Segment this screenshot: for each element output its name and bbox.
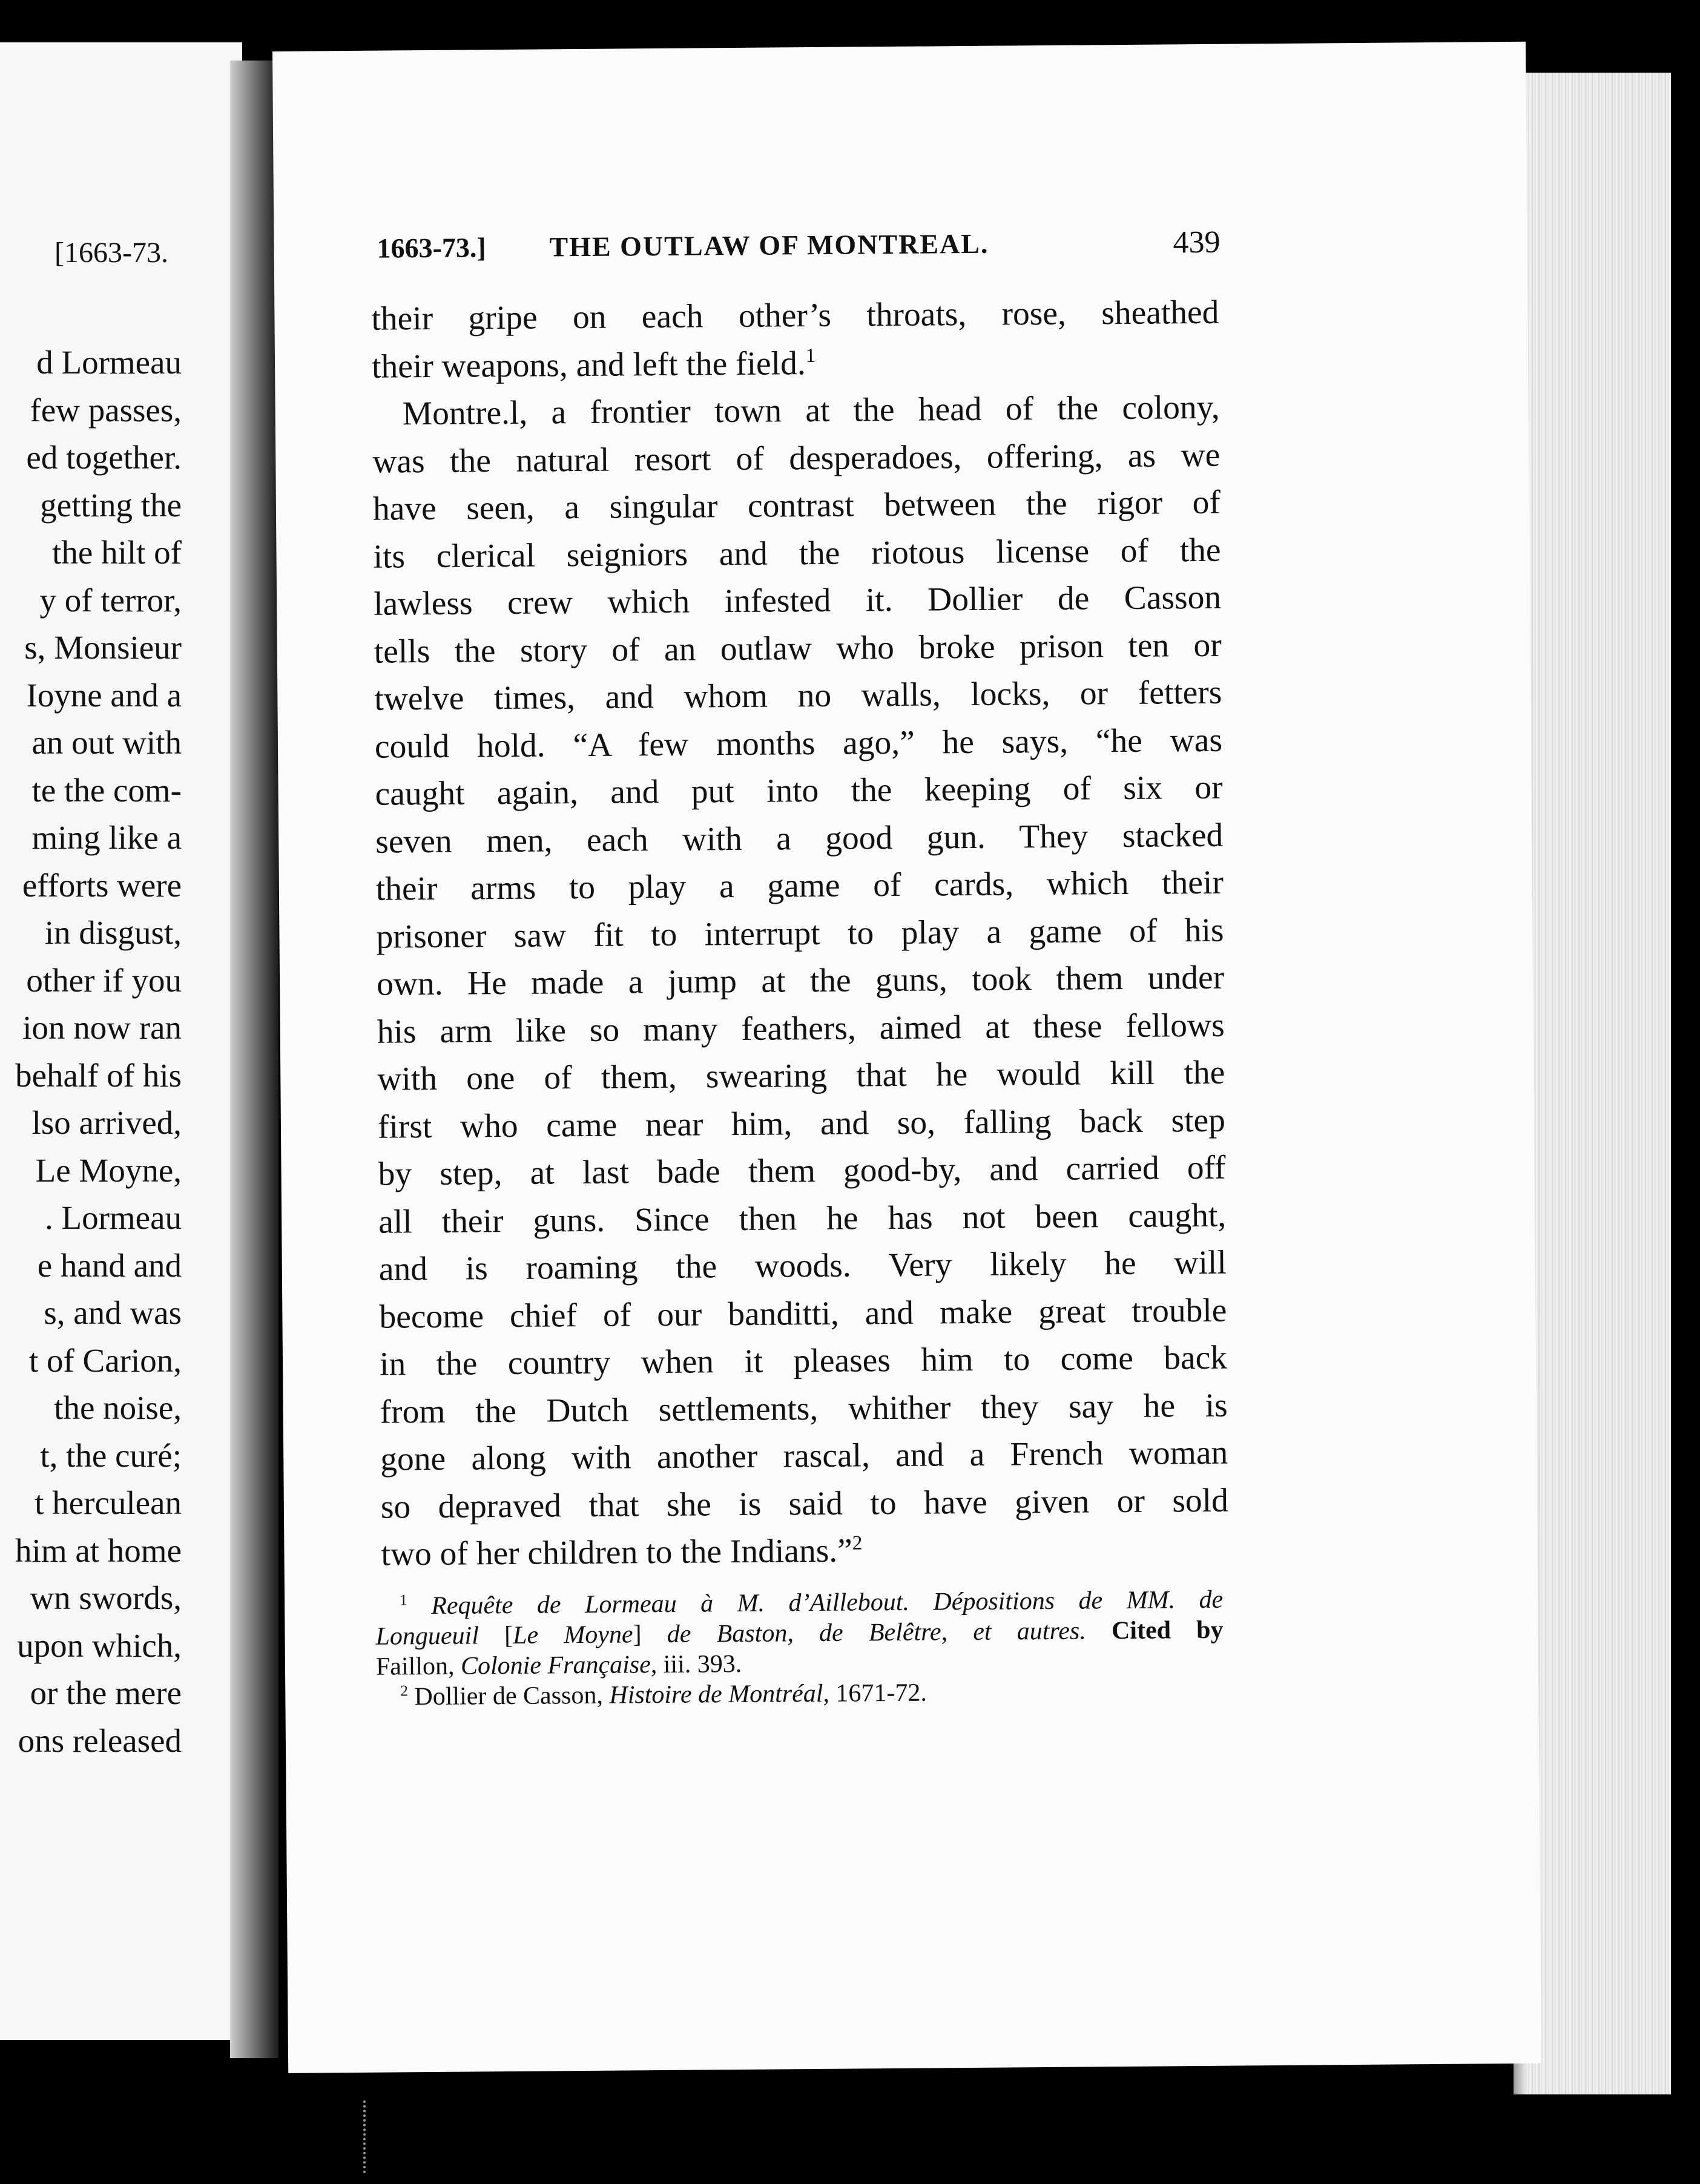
text-line: all their guns. Since then he has not been caught,	[378, 1197, 1227, 1241]
left-line: t herculean	[35, 1484, 182, 1521]
left-line: ion now ran	[22, 1009, 182, 1046]
left-line: the noise,	[54, 1389, 182, 1426]
left-line: d Lormeau	[36, 344, 182, 381]
left-line: ed together.	[26, 439, 182, 476]
text-line: tells the story of an outlaw who broke prison ten or	[374, 627, 1222, 671]
left-line: y of terror,	[39, 581, 182, 619]
text-line: with one of them, swearing that he would kill the	[377, 1054, 1225, 1098]
left-line: wn swords,	[30, 1579, 182, 1616]
page-number: 439	[1173, 225, 1221, 260]
text-line: own. He made a jump at the guns, took them under	[376, 959, 1225, 1003]
left-line: upon which,	[17, 1626, 182, 1664]
footnote-mark: 1	[399, 1592, 407, 1609]
text-line: seven men, each with a good gun. They stacked	[375, 817, 1224, 861]
left-line: te the com-	[31, 771, 182, 809]
text-line	[381, 1525, 1229, 1579]
text-line: in the country when it pleases him to come back	[379, 1339, 1228, 1383]
left-page	[0, 42, 242, 2040]
book-gutter	[230, 61, 278, 2058]
footnote-ref: 1	[805, 344, 816, 367]
left-line: ming like a	[31, 819, 182, 856]
text-line: become chief of our banditti, and make great trouble	[379, 1292, 1227, 1336]
footnote-1-text: ]	[633, 1620, 642, 1649]
footnote-1-text: Le Moyne	[512, 1620, 633, 1650]
body-text	[371, 289, 1229, 1579]
text-line: so depraved that she is said to have given or sold	[380, 1482, 1229, 1526]
left-line: Ioyne and a	[26, 676, 182, 714]
text-line: and is roaming the woods. Very likely he will	[378, 1244, 1227, 1288]
text-line-content: their weapons, and left the field.	[371, 344, 806, 386]
text-line: was the natural resort of desperadoes, offering, as we	[372, 436, 1221, 481]
page-fore-edge	[1517, 73, 1671, 2094]
footnote-1-text: Longueuil	[375, 1622, 479, 1651]
text-line	[372, 337, 1220, 390]
right-page	[272, 42, 1541, 2073]
left-line: s, and was	[44, 1294, 182, 1331]
running-head-years: 1663-73.]	[377, 232, 486, 264]
footnote-1-source: Requête de Lormeau à M. d’Aillebout. Dépositions de MM. de	[431, 1585, 1224, 1620]
footnote-mark: 2	[400, 1683, 408, 1700]
left-line: few passes,	[30, 391, 182, 429]
text-line: could hold. “A few months ago,” he says, “he was	[374, 722, 1223, 766]
left-line: him at home	[15, 1531, 182, 1569]
running-head-title: THE OUTLAW OF MONTREAL.	[549, 228, 989, 263]
left-page-text	[15, 339, 182, 1765]
text-line: first who came near him, and so, falling back step	[377, 1102, 1226, 1146]
left-line: t of Carion,	[28, 1341, 182, 1379]
left-line: other if you	[26, 961, 182, 999]
text-line: Montre.l, a frontier town at the head of the colony,	[402, 389, 1220, 433]
text-line: caught again, and put into the keeping of six or	[375, 769, 1223, 813]
footnote-1-text: Colonie Française,	[460, 1651, 657, 1680]
scan-speck	[363, 2100, 378, 2173]
left-line: behalf of his	[15, 1056, 182, 1094]
footnote-1-text: iii. 393.	[663, 1650, 742, 1679]
footnote-1-text: [	[504, 1621, 513, 1650]
left-line: s, Monsieur	[24, 629, 182, 666]
text-line: their gripe on each other’s throats, rose, sheathed	[371, 294, 1219, 338]
left-line: t, the curé;	[40, 1436, 182, 1474]
text-line: prisoner saw fit to interrupt to play a game of his	[376, 912, 1224, 956]
footnote-2-text: Dollier de Casson,	[414, 1681, 604, 1711]
text-line: twelve times, and whom no walls, locks, or fetters	[374, 674, 1222, 718]
text-line: from the Dutch settlements, whither they say he is	[380, 1387, 1228, 1431]
footnote-ref: 2	[852, 1531, 863, 1554]
text-line-content: two of her children to the Indians.”	[381, 1532, 853, 1573]
footnotes	[375, 1585, 1224, 1712]
left-line: efforts were	[22, 866, 182, 904]
running-head	[377, 223, 1509, 275]
footnote-1-text: Cited by	[1111, 1616, 1224, 1645]
text-line: their arms to play a game of cards, which their	[375, 864, 1224, 908]
left-line: the hilt of	[52, 534, 182, 571]
text-line: gone along with another rascal, and a French woman	[380, 1434, 1228, 1478]
footnote-2-line	[376, 1676, 1224, 1712]
left-line: in disgust,	[44, 914, 182, 951]
text-line: by step, at last bade them good-by, and carried off	[378, 1149, 1226, 1193]
footnote-2-text: 1671-72.	[835, 1679, 927, 1708]
left-line: lso arrived,	[31, 1104, 182, 1141]
left-line: . Lormeau	[44, 1199, 182, 1236]
left-running-head: [1663-73.	[54, 237, 168, 269]
footnote-1-text: de Baston, de Belêtre, et autres.	[667, 1617, 1086, 1648]
footnote-1-text: Faillon,	[375, 1652, 455, 1681]
text-line: have seen, a singular contrast between the rigor of	[372, 484, 1221, 528]
left-line: an out with	[31, 724, 182, 761]
text-line: its clerical seigniors and the riotous license of the	[373, 531, 1221, 576]
left-line: or the mere	[30, 1674, 182, 1711]
footnote-2-text: Histoire de Montréal,	[609, 1679, 830, 1709]
left-line: ons released	[18, 1722, 182, 1759]
left-line: Le Moyne,	[35, 1151, 182, 1189]
left-line: e hand and	[37, 1246, 182, 1284]
text-line: his arm like so many feathers, aimed at these fellows	[377, 1007, 1225, 1051]
text-line: lawless crew which infested it. Dollier de Casson	[373, 579, 1222, 623]
left-line: getting the	[40, 486, 182, 524]
